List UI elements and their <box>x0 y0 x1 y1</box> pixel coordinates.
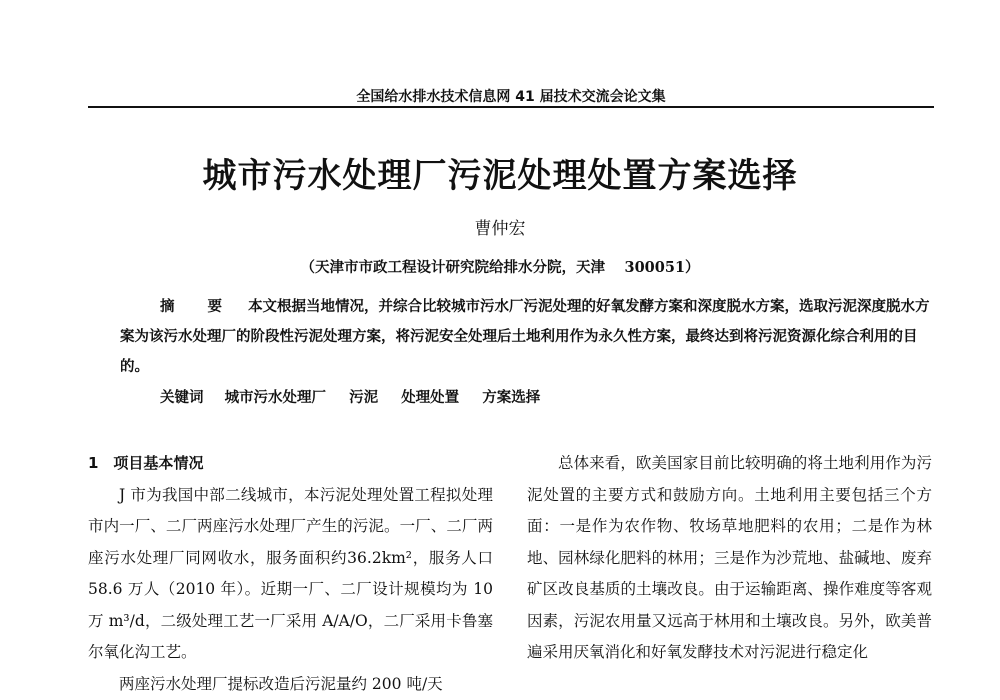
keyword: 污泥 <box>349 389 378 406</box>
abstract-block <box>120 292 934 382</box>
running-header: 全国给水排水技术信息网 41 届技术交流会论文集 <box>88 86 934 106</box>
header-rule <box>88 106 934 108</box>
body-paragraph: 两座污水处理厂提标改造后污泥量约 200 吨/天 <box>88 669 493 700</box>
keyword: 方案选择 <box>482 389 540 406</box>
section-heading: 1 项目基本情况 <box>88 448 493 480</box>
keywords-label: 关键词 <box>160 390 204 406</box>
body-paragraph: 总体来看，欧美国家目前比较明确的将土地利用作为污泥处置的主要方式和鼓励方向。土地利用主要包括三个方面：一是作为农作物、牧场草地肥料的农用；二是作为林地、园林绿化肥料的林用；三是作为沙荒地、盐碱地、废弃矿区改良基质的土壤改良。由于运输距离、操作难度等客观因素，污泥农用量又远高于林用和土壤改良。另外，欧美普遍采用厌氧消化和好氧发酵技术对污泥进行稳定化 <box>527 448 932 669</box>
abstract-text: 本文根据当地情况，并综合比较城市污水厂污泥处理的好氧发酵方案和深度脱水方案，选取污泥深度脱水方案为该污水处理厂的阶段性污泥处理方案，将污泥安全处理后土地利用作为永久性方案，最终达到将污泥资源化综合利用的目的。 <box>120 298 930 375</box>
paper-title: 城市污水处理厂污泥处理处置方案选择 <box>0 148 1000 197</box>
affiliation: （天津市市政工程设计研究院给排水分院，天津 300051） <box>0 256 1000 277</box>
abstract-label: 摘 要 <box>160 299 236 315</box>
author-name: 曹仲宏 <box>0 214 1000 239</box>
body-paragraph: J 市为我国中部二线城市，本污泥处理处置工程拟处理市内一厂、二厂两座污水处理厂产生的污泥。一厂、二厂两座污水处理厂同网收水，服务面积约36.2km²，服务人口 58.6 万人（2010 年）。近期一厂、二厂设计规模均为 10 万 m³/d，二级处理工艺一厂采用 A/A/O，二厂采用卡鲁塞尔氧化沟工艺。 <box>88 480 493 669</box>
keyword: 城市污水处理厂 <box>225 389 327 406</box>
left-column <box>88 448 493 700</box>
right-column <box>527 448 932 669</box>
keyword: 处理处置 <box>401 389 459 406</box>
keywords-line <box>160 386 558 407</box>
